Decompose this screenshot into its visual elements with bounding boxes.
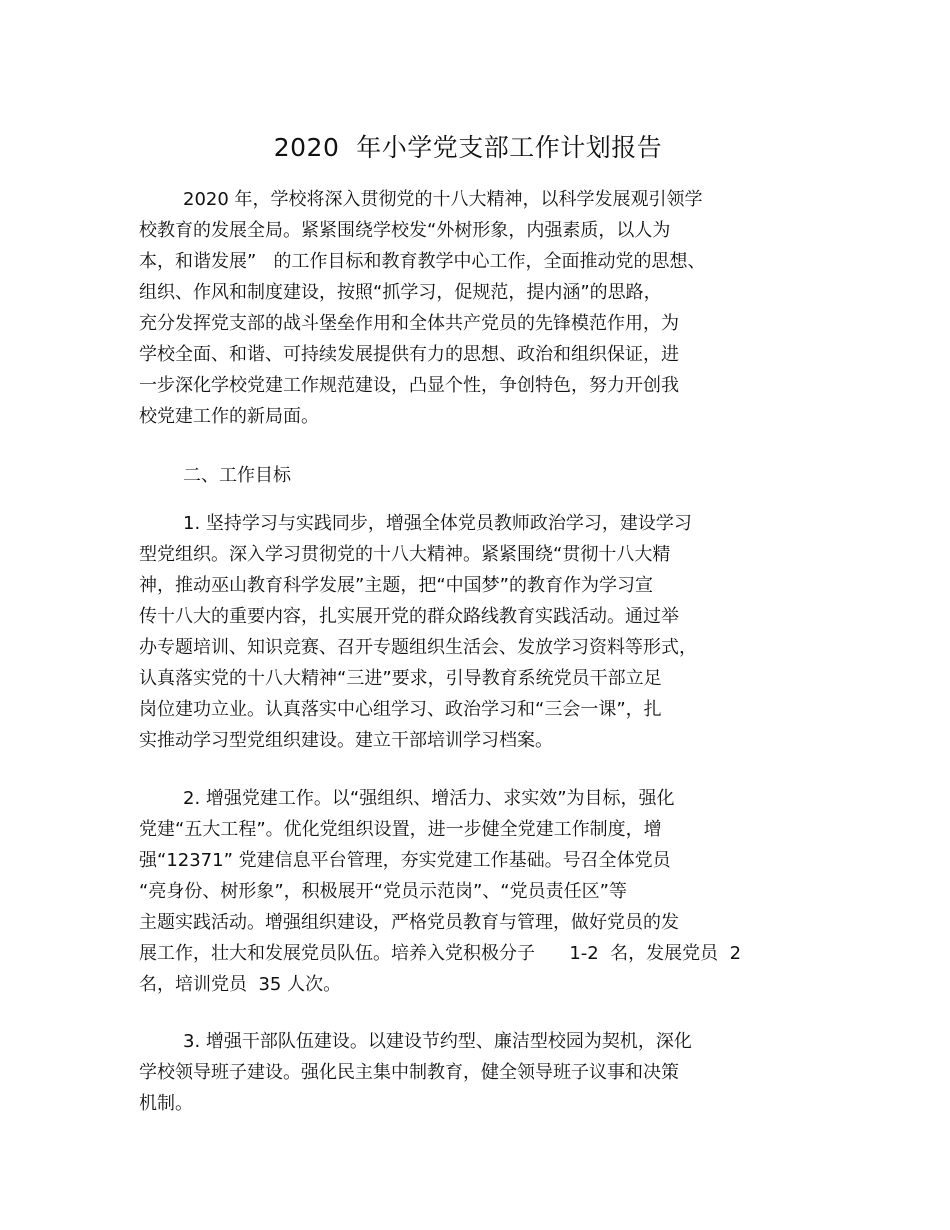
- text-line: “亮身份、树形象”，积极展开“党员示范岗”、“党员责任区”等: [139, 881, 627, 902]
- paragraph-intro: [139, 184, 819, 432]
- document-title: 2020 年小学党支部工作计划报告: [273, 133, 663, 162]
- text-line: 充分发挥党支部的战斗堡垒作用和全体共产党员的先锋模范作用，为: [139, 313, 679, 334]
- section-heading-goals: [139, 460, 819, 491]
- paragraph-item-1: [139, 508, 819, 756]
- text-line: 1. 坚持学习与实践同步，增强全体党员教师政治学习，建设学习: [183, 513, 692, 534]
- paragraph-item-3: [139, 1026, 819, 1119]
- text-line: 学校全面、和谐、可持续发展提供有力的思想、政治和组织保证，进: [139, 344, 679, 365]
- text-line: 组织、作风和制度建设，按照“抓学习，促规范，提内涵”的思路，: [139, 282, 662, 303]
- section-heading: 二、工作目标: [183, 465, 291, 486]
- text-line: 机制。: [139, 1093, 193, 1114]
- text-line: 传十八大的重要内容，扎实展开党的群众路线教育实践活动。通过举: [139, 606, 679, 627]
- text-line: 认真落实党的十八大精神“三进”要求，引导教育系统党员干部立足: [139, 668, 662, 689]
- text-line: 3. 增强干部队伍建设。以建设节约型、廉洁型校园为契机，深化: [183, 1031, 692, 1052]
- text-line: 型党组织。深入学习贯彻党的十八大精神。紧紧围绕“贯彻十八大精: [139, 544, 671, 565]
- text-line: 2020 年，学校将深入贯彻党的十八大精神，以科学发展观引领学: [183, 189, 703, 210]
- text-line: 神，推动巫山教育科学发展”主题，把“中国梦”的教育作为学习宣: [139, 575, 653, 596]
- text-line: 办专题培训、知识竞赛、召开专题组织生活会、发放学习资料等形式，: [139, 637, 697, 658]
- text-line: 一步深化学校党建工作规范建设，凸显个性，争创特色，努力开创我: [139, 375, 679, 396]
- text-line: 2. 增强党建工作。以“强组织、增活力、求实效”为目标，强化: [183, 788, 675, 809]
- text-line: 名，培训党员 35 人次。: [139, 974, 342, 995]
- text-line: 展工作，壮大和发展党员队伍。培养入党积极分子 1-2 名，发展党员 2: [139, 943, 742, 964]
- text-line: 校党建工作的新局面。: [139, 406, 319, 427]
- paragraph-item-2: [139, 783, 819, 1000]
- text-line: 本，和谐发展” 的工作目标和教育教学中心工作，全面推动党的思想、: [139, 251, 706, 272]
- text-line: 主题实践活动。增强组织建设，严格党员教育与管理，做好党员的发: [139, 912, 679, 933]
- text-line: 强“12371” 党建信息平台管理，夯实党建工作基础。号召全体党员: [139, 850, 671, 871]
- text-line: 学校领导班子建设。强化民主集中制教育，健全领导班子议事和决策: [139, 1062, 679, 1083]
- text-line: 校教育的发展全局。紧紧围绕学校发“外树形象，内强素质，以人为: [139, 220, 671, 241]
- text-line: 党建“五大工程”。优化党组织设置，进一步健全党建工作制度，增: [139, 819, 662, 840]
- text-line: 实推动学习型党组织建设。建立干部培训学习档案。: [139, 730, 553, 751]
- text-line: 岗位建功立业。认真落实中心组学习、政治学习和“三会一课”，扎: [139, 699, 662, 720]
